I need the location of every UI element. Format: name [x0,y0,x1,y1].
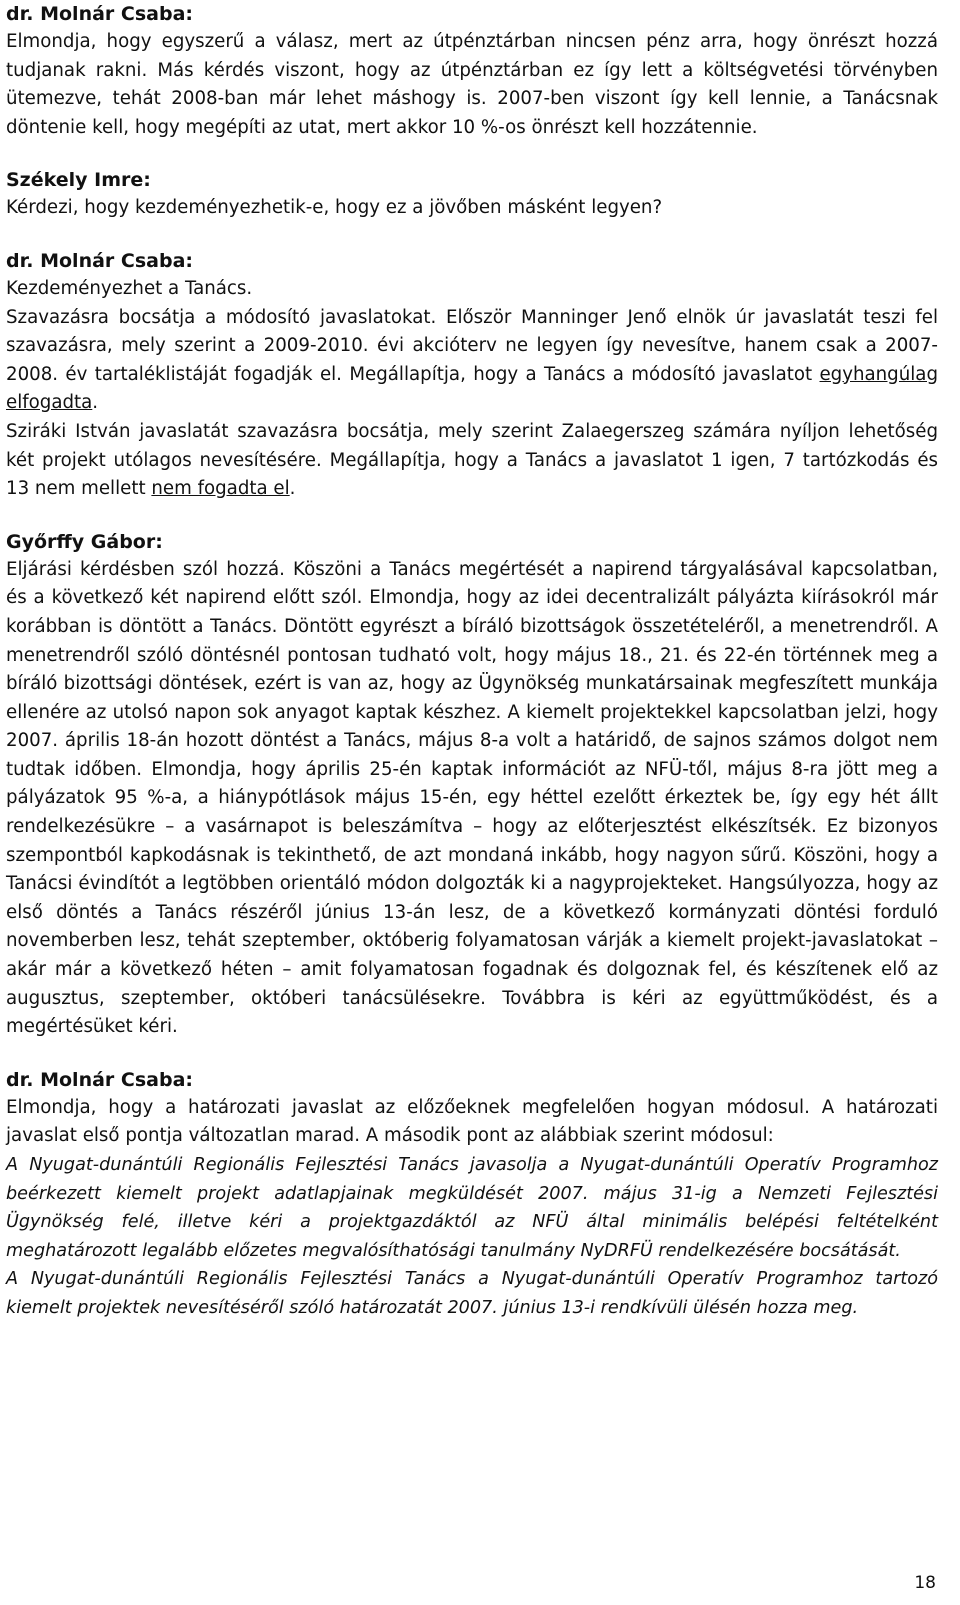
speech-paragraph [6,275,938,304]
page-number: 18 [914,1573,936,1593]
speech-paragraph [6,304,938,418]
text-run: Eljárási kérdésben szól hozzá. Köszöni a Tanács megértését a napirend tárgyalásával kapcsolatban, és a következő két napirend előtt szól. Elmondja, hogy az idei decentralizált pályázta kiírásokról már korábban is döntött a Tanács. Döntött egyrészt a bíráló bizottságok összetételéről, a menetrendről. A menetrendről szóló döntésnél pontosan tudható volt, hogy május 18., 21. és 22-én történnek meg a bíráló bizottsági döntések, ezért is van az, hogy az Ügynökség munkatársainak megfeszített munkája ellenére az utolsó napon sok anyagot kaptak készhez. A kiemelt projektekkel kapcsolatban jelzi, hogy 2007. április 18-án hozott döntést a Tanács, május 8-a volt a határidő, de sajnos számos dolgot nem tudtak időben. Elmondja, hogy április 25-én kaptak információt az NFÜ-től, május 8-ra jött meg a pályázatok 95 %-a, a hiánypótlások május 15-én, egy héttel ezelőtt érkeztek be, így egy hét állt rendelkezésükre – a vasárnapot is beleszámítva – hogy az előterjesztést elkészítsék. Ez bizonyos szempontból kapkodásnak is tekinthető, de azt mondaná inkább, hogy nagyon sűrű. Köszöni, hogy a Tanácsi évindítót a legtöbben orientáló módon dolgozták ki a nagyprojekteket. Hangsúlyozza, hogy az első döntés a Tanács részéről június 13-án lesz, de a következő kormányzati döntési forduló novemberben lesz, tehát szeptember, októberig folyamatosan várják a kiemelt projekt-javaslatokat – akár már a következő héten – amit folyamatosan fogadnak és dolgoznak fel, és készítenek elő az augusztus, szeptember, októberi tanácsülésekre. Továbbra is kéri az együttműködést, és a megértésüket kéri. [6,558,938,1038]
resolution-paragraph [6,1151,938,1265]
spacer [6,504,938,528]
speech-paragraph [6,556,938,1042]
spacer [6,1042,938,1066]
text-run: Kérdezi, hogy kezdeményezhetik-e, hogy ez a jövőben másként legyen? [6,197,663,219]
speech-block-gyorffy [6,528,938,1042]
text-run: Kezdeményezhet a Tanács. [6,277,253,299]
text-run: Szavazásra bocsátja a módosító javaslatokat. Először Manninger Jenő elnök úr javaslatát teszi fel szavazásra, mely szerint a 2009-2010. évi akcióterv ne legyen így nevesítve, hanem csak a 2007-2008. év tartaléklistáját fogadják el. Megállapítja, hogy a Tanács a módosító javaslatot [6,306,938,385]
text-run: A Nyugat-dunántúli Regionális Fejlesztési Tanács a Nyugat-dunántúli Operatív Programhoz tartozó kiemelt projektek nevesítéséről szóló határozatát 2007. június 13-i rendkívüli ülésén hozza meg. [6,1269,938,1318]
speech-block-molnar-1 [6,0,938,142]
text-run: . [289,478,296,500]
speaker-name: Győrffy Gábor: [6,530,163,553]
text-run: . [92,392,99,414]
speech-block-szekely [6,166,938,223]
speech-paragraph [6,194,938,223]
resolution-paragraph [6,1265,938,1322]
text-run: Elmondja, hogy a határozati javaslat az előzőeknek megfelelően hogyan módosul. A határozati javaslat első pontja változatlan marad. A második pont az alábbiak szerint módosul: [6,1096,938,1147]
vote-result-accepted: egyhangúlag elfogadta [6,363,938,414]
speaker-name: dr. Molnár Csaba: [6,3,193,25]
text-run: Elmondja, hogy egyszerű a válasz, mert az útpénztárban nincsen pénz arra, hogy önrészt hozzá tudjanak rakni. Más kérdés viszont, hogy az útpénztárban ez így lett a költségvetési törvényben ütemezve, tehát 2008-ban már lehet máshogy is. 2007-ben viszont így kell lennie, a Tanácsnak döntenie kell, hogy megépíti az utat, mert akkor 10 %-os önrészt kell hozzátennie. [6,31,938,138]
speech-paragraph [6,28,938,142]
text-run: Sziráki István javaslatát szavazásra bocsátja, mely szerint Zalaegerszeg számára nyíljon lehetőség két projekt utólagos nevesítésére. Megállapítja, hogy a Tanács a javaslatot 1 igen, 7 tartózkodás és 13 nem mellett [6,420,938,500]
text-run: A Nyugat-dunántúli Regionális Fejlesztési Tanács javasolja a Nyugat-dunántúli Operatív Programhoz beérkezett kiemelt projekt adatlapjainak megküldését 2007. május 31-ig a Nemzeti Fejlesztési Ügynökség felé, illetve kéri a projektgazdáktól az NFÜ által minimális belépési feltételként meghatározott legalább előzetes megvalósíthatósági tanulmány NyDRFÜ rendelkezésére bocsátását. [6,1155,938,1261]
spacer [6,223,938,247]
speaker-name: Székely Imre: [6,169,151,192]
speaker-name: dr. Molnár Csaba: [6,249,193,272]
speech-block-molnar-2 [6,247,938,504]
vote-result-rejected: nem fogadta el [151,478,290,500]
speech-paragraph [6,1094,938,1151]
speech-block-molnar-3 [6,1066,938,1323]
speech-paragraph [6,418,938,504]
speaker-name: dr. Molnár Csaba: [6,1068,193,1091]
document-page [6,0,938,1323]
spacer [6,142,938,166]
